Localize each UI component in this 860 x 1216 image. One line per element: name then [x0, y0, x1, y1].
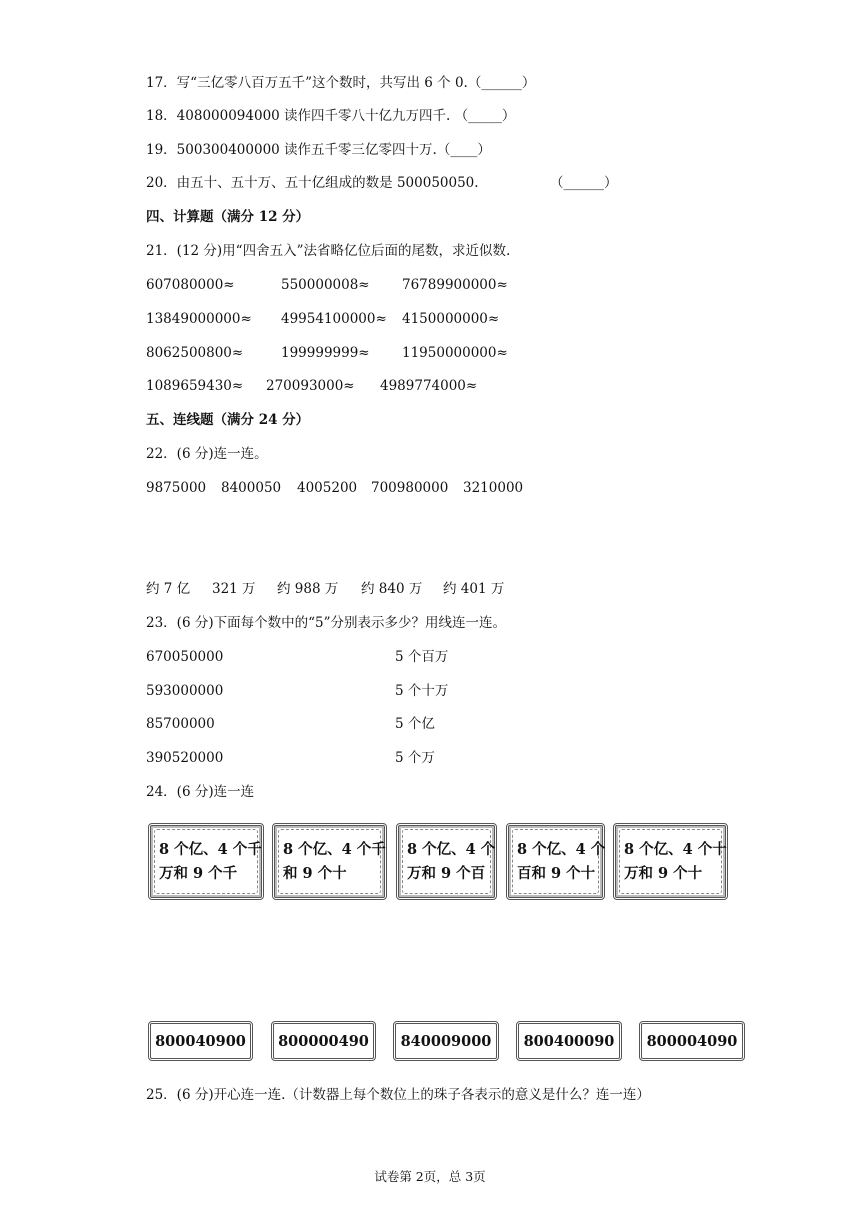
card-line: 万和 9 个百 — [407, 864, 486, 882]
q22-approx: 约 401 万 — [443, 581, 505, 597]
question-20: 20．由五十、五十万、五十亿组成的数是 500050050. — [146, 175, 479, 191]
q24-description-card — [613, 823, 728, 900]
q22-number: 4005200 — [297, 480, 358, 496]
q23-right-label: 5 个亿 — [395, 716, 435, 732]
q24-description-card — [396, 823, 497, 900]
card-line: 8 个亿、4 个千 — [283, 840, 386, 858]
approx-item: 550000008≈ — [281, 277, 370, 293]
q24-description-card — [506, 823, 605, 900]
q23-right-label: 5 个百万 — [395, 649, 449, 665]
approx-item: 13849000000≈ — [146, 311, 252, 327]
q22-number: 700980000 — [371, 480, 449, 496]
question-24: 24．(6 分)连一连 — [146, 784, 255, 800]
approx-item: 8062500800≈ — [146, 345, 244, 361]
q24-number-card: 800040900 — [148, 1021, 253, 1061]
question-25: 25．(6 分)开心连一连.（计数器上每个数位上的珠子各表示的意义是什么？连一连） — [146, 1087, 650, 1103]
q23-left-number: 85700000 — [146, 716, 215, 732]
approx-item: 76789900000≈ — [402, 277, 508, 293]
q22-approx: 约 840 万 — [361, 581, 423, 597]
card-line: 百和 9 个十 — [517, 864, 596, 882]
question-18: 18．408000094000 读作四千零八十亿九万四千. （_____） — [146, 108, 516, 124]
q23-right-label: 5 个万 — [395, 750, 435, 766]
q22-approx: 321 万 — [212, 581, 256, 597]
question-22: 22．(6 分)连一连。 — [146, 446, 268, 462]
q23-left-number: 593000000 — [146, 683, 224, 699]
q22-number: 8400050 — [221, 480, 282, 496]
q22-number: 3210000 — [463, 480, 524, 496]
question-19: 19．500300400000 读作五千零三亿零四十万.（____） — [146, 142, 491, 158]
question-20-blank: （______） — [550, 175, 618, 191]
q22-approx: 约 988 万 — [277, 581, 339, 597]
question-23: 23．(6 分)下面每个数中的“5”分别表示多少？用线连一连。 — [146, 615, 506, 631]
q22-approx: 约 7 亿 — [146, 581, 191, 597]
q24-number-card: 800400090 — [516, 1021, 622, 1061]
q24-description-card — [148, 823, 264, 900]
section-5-title: 五、连线题（满分 24 分） — [146, 412, 310, 428]
q24-number-card: 800000490 — [271, 1021, 376, 1061]
approx-item: 199999999≈ — [281, 345, 370, 361]
card-line: 8 个亿、4 个十 — [624, 840, 727, 858]
q23-right-label: 5 个十万 — [395, 683, 449, 699]
card-line: 8 个亿、4 个千 — [159, 840, 262, 858]
q24-number-card: 800004090 — [639, 1021, 745, 1061]
approx-item: 49954100000≈ — [281, 311, 387, 327]
q24-number-card: 840009000 — [393, 1021, 499, 1061]
section-4-title: 四、计算题（满分 12 分） — [146, 209, 310, 225]
q23-left-number: 670050000 — [146, 649, 224, 665]
q24-description-card — [272, 823, 387, 900]
approx-item: 270093000≈ — [266, 378, 355, 394]
question-17: 17．写“三亿零八百万五千”这个数时，共写出 6 个 0.（______） — [146, 75, 536, 91]
card-line: 8 个亿、4 个 — [517, 840, 606, 858]
card-line: 8 个亿、4 个 — [407, 840, 496, 858]
approx-item: 607080000≈ — [146, 277, 235, 293]
approx-item: 4150000000≈ — [402, 311, 500, 327]
q23-left-number: 390520000 — [146, 750, 224, 766]
card-line: 万和 9 个十 — [624, 864, 703, 882]
question-21: 21．(12 分)用“四舍五入”法省略亿位后面的尾数，求近似数. — [146, 243, 511, 259]
card-line: 和 9 个十 — [283, 864, 347, 882]
approx-item: 1089659430≈ — [146, 378, 244, 394]
approx-item: 11950000000≈ — [402, 345, 508, 361]
q22-number: 9875000 — [146, 480, 207, 496]
page-footer: 试卷第 2页，总 3页 — [374, 1169, 486, 1184]
approx-item: 4989774000≈ — [380, 378, 478, 394]
card-line: 万和 9 个千 — [159, 864, 238, 882]
